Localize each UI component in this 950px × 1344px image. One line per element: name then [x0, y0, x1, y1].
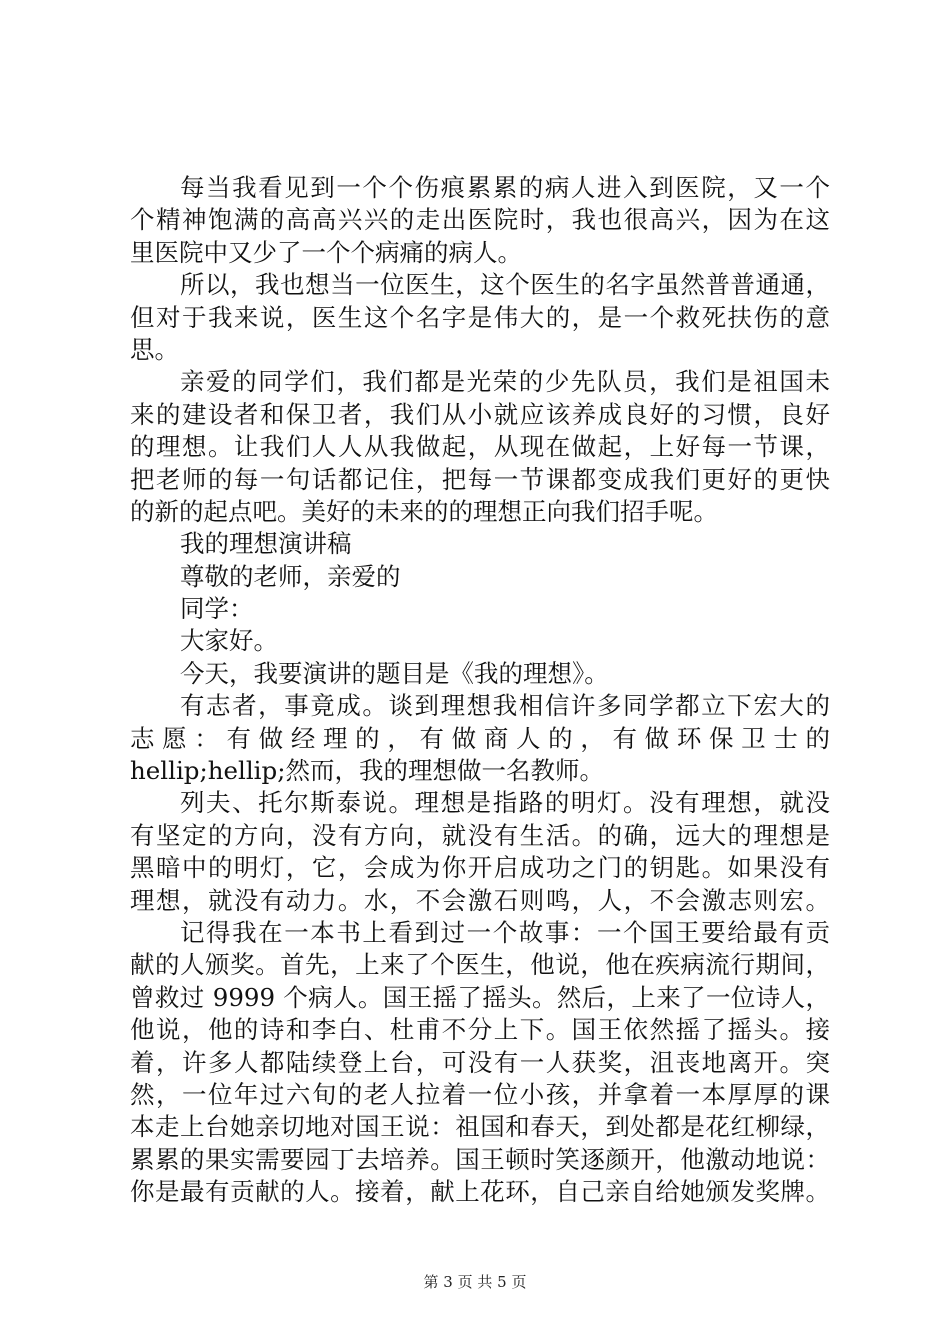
text-line: 有坚定的方向，没有方向，就没有生活。的确，远大的理想是 — [130, 820, 830, 850]
text-line: 着，许多人都陆续登上台，可没有一人获奖，沮丧地离开。突 — [130, 1047, 830, 1077]
text-line: 本走上台她亲切地对国王说：祖国和春天，到处都是花红柳绿， — [130, 1112, 830, 1142]
text-line: hellip;hellip;然而，我的理想做一名教师。 — [130, 756, 604, 786]
text-line: 但对于我来说，医生这个名字是伟大的，是一个救死扶伤的意 — [130, 302, 830, 332]
text-line: 志愿：有做经理的，有做商人的，有做环保卫士的 — [130, 723, 830, 753]
text-line: 今天，我要演讲的题目是《我的理想》。 — [180, 658, 609, 688]
salutation-line: 尊敬的老师，亲爱的 — [180, 561, 401, 591]
text-line: 里医院中又少了一个个病痛的病人。 — [130, 237, 522, 267]
text-line: 记得我在一本书上看到过一个故事：一个国王要给最有贡 — [180, 917, 830, 947]
text-line: 个精神饱满的高高兴兴的走出医院时，我也很高兴，因为在这 — [130, 205, 830, 235]
speech-title: 我的理想演讲稿 — [180, 529, 352, 559]
text-line: 的理想。让我们人人从我做起，从现在做起，上好每一节课， — [130, 432, 830, 462]
greeting-line: 大家好。 — [180, 626, 278, 656]
text-line: 每当我看见到一个个伤痕累累的病人进入到医院，又一个 — [180, 173, 830, 202]
text-line: 累累的果实需要园丁去培养。国王顿时笑逐颜开，他激动地说： — [130, 1144, 830, 1174]
text-line: 有志者，事竟成。谈到理想我相信许多同学都立下宏大的 — [180, 691, 830, 721]
text-line: 理想，就没有动力。水，不会激石则鸣，人，不会激志则宏。 — [130, 885, 830, 915]
document-body — [130, 172, 830, 1209]
page-number-footer: 第 3 页 共 5 页 — [423, 1273, 527, 1291]
text-line: 然，一位年过六旬的老人拉着一位小孩，并拿着一本厚厚的课 — [130, 1079, 830, 1109]
text-line: 把老师的每一句话都记住，把每一节课都变成我们更好的更快 — [130, 464, 830, 494]
salutation-line: 同学： — [180, 594, 254, 624]
text-line: 所以，我也想当一位医生，这个医生的名字虽然普普通通， — [180, 270, 830, 300]
text-line: 来的建设者和保卫者，我们从小就应该养成良好的习惯，良好 — [130, 399, 830, 429]
text-line: 献的人颁奖。首先，上来了个医生，他说，他在疾病流行期间， — [130, 950, 830, 980]
text-line: 思。 — [130, 334, 179, 364]
text-line: 曾救过 9999 个病人。国王摇了摇头。然后，上来了一位诗人， — [130, 982, 830, 1012]
text-line: 亲爱的同学们，我们都是光荣的少先队员，我们是祖国未 — [180, 367, 830, 397]
text-line: 他说，他的诗和李白、杜甫不分上下。国王依然摇了摇头。接 — [130, 1015, 830, 1045]
text-line: 的新的起点吧。美好的未来的的理想正向我们招手呢。 — [130, 496, 718, 526]
text-line: 你是最有贡献的人。接着，献上花环，自己亲自给她颁发奖牌。 — [130, 1177, 830, 1207]
text-line: 黑暗中的明灯，它，会成为你开启成功之门的钥匙。如果没有 — [130, 853, 830, 883]
text-line: 列夫、托尔斯泰说。理想是指路的明灯。没有理想，就没 — [180, 788, 830, 818]
